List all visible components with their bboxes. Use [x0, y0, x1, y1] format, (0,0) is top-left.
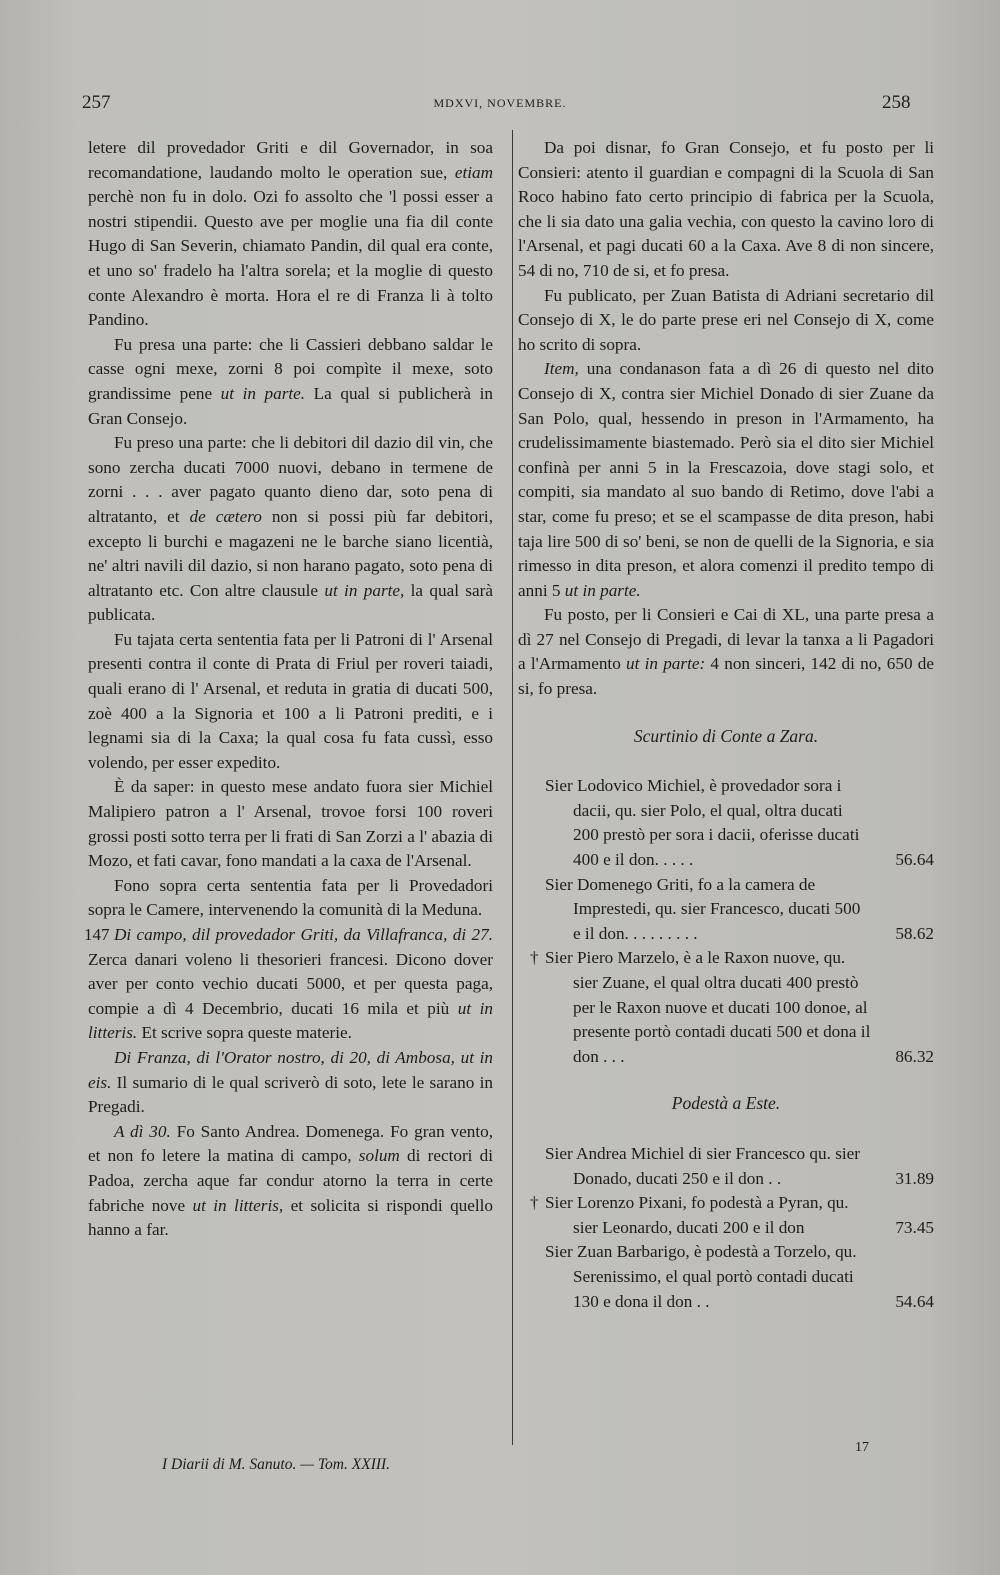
paragraph: Da poi disnar, fo Gran Consejo, et fu posto per li Consieri: atento il guardian e compagni di la Scuola di San Roco habino fato certo principio di fabrica per la Scuola, che li sia dato una galia vechia, con questo la cavino loro di l'Arsenal, et pagi ducati 60 a la Caxa. Ave 8 di non sincere, 54 di no, 710 de si, et fo presa. [518, 138, 934, 280]
paragraph: Fono sopra certa sententia fata per li Provedadori sopra le Camere, intervenendo la comunità di la Meduna. [88, 875, 493, 920]
paragraph: È da saper: in questo mese andato fuora sier Michiel Malipiero patron a l' Arsenal, trovoe forsi 100 roveri grossi posti sotto terra per li frati di San Zorzi a l' abazia di Mozo, et fati cavar, fono mandati a la caxa de l'Arsenal. [88, 777, 493, 871]
running-title: MDXVI, NOVEMBRE. [433, 96, 567, 110]
margin-number: 147 [84, 925, 110, 944]
list-item: Sier Domenego Griti, fo a la camera de Imprestedi, qu. sier Francesco, ducati 500 e il don. . . . . . . . . 58.62 [518, 873, 934, 947]
list-item: † Sier Lorenzo Pixani, fo podestà a Pyran, qu. sier Leonardo, ducati 200 e il don 73.45 [518, 1191, 934, 1240]
paragraph: 147 Di campo, dil provedador Griti, da Villafranca, di 27. Zerca danari voleno li thesorieri francesi. Dicono dover aver per conto vechio ducati 5000, et per questa paga, compie a dì 4 Decembrio, ducati 16 mila et più ut in litteris. Et scrive sopra queste materie. [88, 923, 493, 1046]
vote-count: 56.64 [895, 850, 934, 870]
paragraph: Fu preso una parte: che li debitori dil dazio dil vin, che sono zercha ducati 7000 nuovi, debano in termene de zorni . . . aver pagato quanto dieno dar, soto pena di altratanto, et de cætero non si possi più far debitori, excepto li burchi e magazeni ne le barche siano licentià, ne' altri navili dil dazio, si non harano pagato, soto pena di altratanto etc. Con altre clausule ut in parte, la qual sarà publicata. [88, 433, 493, 625]
signature-mark: 17 [855, 1440, 869, 1455]
paragraph: Fu posto, per li Consieri e Cai di XL, una parte presa a dì 27 nel Consejo di Pregadi, di levar la tanxa a li Pagadori a l'Armamento ut in parte: 4 non sinceri, 142 di no, 650 de si, fo presa. [518, 605, 935, 699]
vote-count: 86.32 [895, 1046, 934, 1066]
vote-count: 54.64 [895, 1291, 934, 1311]
section-title: Scurtinio di Conte a Zara. [633, 725, 819, 746]
section-title: Podestà a Este. [671, 1093, 781, 1114]
right-column [518, 136, 934, 1314]
paragraph: Fu tajata certa sententia fata per li Patroni di l' Arsenal presenti contra il conte di Prata di Friul per roveri taiadi, quali erano di l' Arsenal, et reduta in gratia di ducati 500, zoè 400 a la Signoria et 100 a li Patroni prediti, e i legnami sia di la Caxa; la qual cosa fu fata cussì, esso volendo, per esser expedito. [88, 629, 493, 772]
paragraph: Fu presa una parte: che li Cassieri debbano saldar le casse ogni mexe, zorni 8 poi compìte il mexe, soto grandissime pene ut in parte. La qual si publicherà in Gran Consejo. [88, 334, 493, 428]
vote-count: 31.89 [895, 1168, 934, 1188]
paragraph: Item, una condanason fata a dì 26 di questo nel dito Consejo di X, contra sier Michiel Donado di sier Zuane da San Polo, qual, hessendo in preson in l'Armamento, ha crudelissimamente biastemado. Però sia el dito sier Michiel confinà per anni 5 in la Frescazoia, dove stagi solo, et compiti, sia mandato al suo bando di Retimo, dove l'abi a star, come fu preso; et se el scampasse de dita preson, habi taja lire 500 di so' beni, se non de quelli de la Signoria, e sia rimesso in dita preson, et alora comenzi il predito tempo di anni 5 ut in parte. [518, 359, 935, 600]
vote-count: 58.62 [895, 923, 934, 943]
page-number-right: 258 [882, 92, 911, 113]
paragraph: letere dil provedador Griti e dil Governador, in soa recomandatione, laudando molto le operation sue, etiam perchè non fu in dolo. Ozi fo assolto che 'l possi esser a nostri stipendii. Questo ave per moglie una fia dil conte Hugo di San Severin, chiamato Pandin, dil qual era conte, et uno so' fradelo ha l'altra sorela; et la moglie di questo conte Alexandro è morta. Hora el re di Franza li à tolto Pandino. [88, 138, 494, 330]
dagger-mark: † [530, 1193, 539, 1213]
paragraph: Di Franza, di l'Orator nostro, di 20, di Ambosa, ut in eis. Il sumario di le qual scriverò di soto, lete le sarano in Pregadi. [88, 1047, 493, 1117]
list-item: Sier Zuan Barbarigo, è podestà a Torzelo, qu. Serenissimo, el qual portò contadi ducati 130 e dona il don . . 54.64 [518, 1240, 934, 1314]
footer-citation: I Diarii di M. Sanuto. — Tom. XXIII. [162, 1456, 391, 1473]
list-item: † Sier Piero Marzelo, è a le Raxon nuove, qu. sier Zuane, el qual oltra ducati 400 prestò per le Raxon nuove et ducati 100 donoe, al presente portò contadi ducati 500 et dona il don . . . 86.32 [518, 946, 934, 1069]
paragraph: A dì 30. Fo Santo Andrea. Domenega. Fo gran vento, et non fo letere la matina di campo, solum di rectori di Padoa, zercha aque far condur atorno la terra in certe fabriche nove ut in litteris, et solicita si rispondi quello hanno a far. [88, 1121, 494, 1240]
list-item: Sier Lodovico Michiel, è provedador sora i dacii, qu. sier Polo, el qual, oltra ducati 200 prestò per sora i dacii, oferisse ducati 400 e il don. . . . . 56.64 [518, 774, 934, 872]
paragraph: Fu publicato, per Zuan Batista di Adriani secretario dil Consejo di X, le do parte prese eri nel Consejo di X, come ho scrito di sopra. [518, 285, 934, 354]
running-head [0, 92, 1000, 122]
list-item: Sier Andrea Michiel di sier Francesco qu. sier Donado, ducati 250 e il don . . 31.89 [518, 1142, 934, 1191]
vote-count: 73.45 [895, 1217, 934, 1237]
left-column [84, 136, 494, 1243]
candidate-list [518, 1142, 934, 1314]
column-divider [512, 130, 513, 1445]
candidate-list [518, 774, 934, 1069]
dagger-mark: † [530, 948, 539, 968]
page-number-left: 257 [82, 92, 111, 113]
